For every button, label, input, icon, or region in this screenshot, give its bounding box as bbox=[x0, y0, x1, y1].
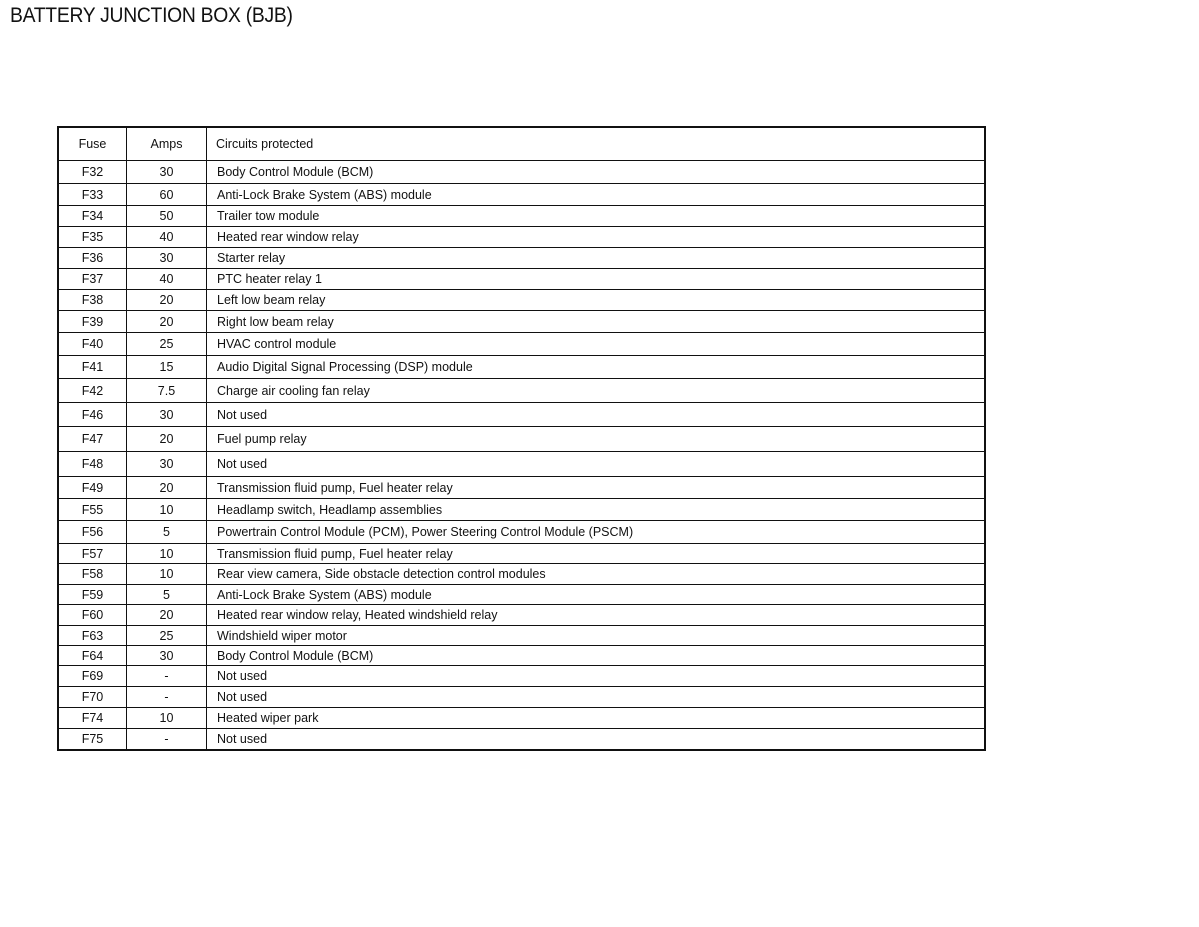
amps-cell: 25 bbox=[127, 333, 207, 356]
header-amps: Amps bbox=[127, 127, 207, 161]
amps-cell: 20 bbox=[127, 477, 207, 499]
circuits-cell: Left low beam relay bbox=[207, 290, 986, 311]
table-row bbox=[58, 403, 985, 427]
amps-cell: 30 bbox=[127, 248, 207, 269]
fuse-cell: F35 bbox=[58, 227, 127, 248]
fuse-cell: F64 bbox=[58, 646, 127, 666]
amps-cell: 5 bbox=[127, 521, 207, 544]
circuits-cell: Heated rear window relay, Heated windshield relay bbox=[207, 605, 986, 626]
circuits-cell: Body Control Module (BCM) bbox=[207, 646, 986, 666]
circuits-cell: Transmission fluid pump, Fuel heater relay bbox=[207, 477, 986, 499]
table-row bbox=[58, 333, 985, 356]
circuits-cell: Not used bbox=[207, 403, 986, 427]
table-row bbox=[58, 646, 985, 666]
fuse-cell: F36 bbox=[58, 248, 127, 269]
amps-cell: 10 bbox=[127, 544, 207, 564]
circuits-cell: Anti-Lock Brake System (ABS) module bbox=[207, 585, 986, 605]
amps-cell: 40 bbox=[127, 269, 207, 290]
table-row bbox=[58, 269, 985, 290]
fuse-cell: F37 bbox=[58, 269, 127, 290]
amps-cell: 30 bbox=[127, 403, 207, 427]
amps-cell: - bbox=[127, 729, 207, 750]
amps-cell: 20 bbox=[127, 427, 207, 452]
circuits-cell: Fuel pump relay bbox=[207, 427, 986, 452]
circuits-cell: Audio Digital Signal Processing (DSP) module bbox=[207, 356, 986, 379]
amps-cell: 40 bbox=[127, 227, 207, 248]
fuse-cell: F58 bbox=[58, 564, 127, 585]
table-row bbox=[58, 499, 985, 521]
circuits-cell: Heated rear window relay bbox=[207, 227, 986, 248]
fuse-cell: F46 bbox=[58, 403, 127, 427]
amps-cell: 60 bbox=[127, 184, 207, 206]
table-row bbox=[58, 311, 985, 333]
header-fuse: Fuse bbox=[58, 127, 127, 161]
circuits-cell: PTC heater relay 1 bbox=[207, 269, 986, 290]
amps-cell: 50 bbox=[127, 206, 207, 227]
fuse-cell: F42 bbox=[58, 379, 127, 403]
table-row bbox=[58, 184, 985, 206]
circuits-cell: Headlamp switch, Headlamp assemblies bbox=[207, 499, 986, 521]
fuse-cell: F60 bbox=[58, 605, 127, 626]
table-row bbox=[58, 477, 985, 499]
circuits-cell: Not used bbox=[207, 666, 986, 687]
fuse-cell: F39 bbox=[58, 311, 127, 333]
table-row bbox=[58, 356, 985, 379]
table-row bbox=[58, 248, 985, 269]
table-row bbox=[58, 564, 985, 585]
fuse-cell: F56 bbox=[58, 521, 127, 544]
circuits-cell: HVAC control module bbox=[207, 333, 986, 356]
fuse-cell: F34 bbox=[58, 206, 127, 227]
fuse-cell: F41 bbox=[58, 356, 127, 379]
fuse-cell: F55 bbox=[58, 499, 127, 521]
fuse-cell: F75 bbox=[58, 729, 127, 750]
table-row bbox=[58, 708, 985, 729]
amps-cell: 20 bbox=[127, 605, 207, 626]
fuse-cell: F59 bbox=[58, 585, 127, 605]
circuits-cell: Right low beam relay bbox=[207, 311, 986, 333]
fuse-cell: F48 bbox=[58, 452, 127, 477]
table-row bbox=[58, 452, 985, 477]
amps-cell: 15 bbox=[127, 356, 207, 379]
fuse-table bbox=[57, 126, 986, 751]
amps-cell: 30 bbox=[127, 646, 207, 666]
circuits-cell: Powertrain Control Module (PCM), Power Steering Control Module (PSCM) bbox=[207, 521, 986, 544]
amps-cell: 25 bbox=[127, 626, 207, 646]
fuse-cell: F47 bbox=[58, 427, 127, 452]
table-row bbox=[58, 206, 985, 227]
fuse-cell: F33 bbox=[58, 184, 127, 206]
table-row bbox=[58, 227, 985, 248]
amps-cell: 5 bbox=[127, 585, 207, 605]
table-header-row bbox=[58, 127, 985, 161]
amps-cell: - bbox=[127, 666, 207, 687]
circuits-cell: Heated wiper park bbox=[207, 708, 986, 729]
circuits-cell: Anti-Lock Brake System (ABS) module bbox=[207, 184, 986, 206]
table-row bbox=[58, 427, 985, 452]
fuse-cell: F63 bbox=[58, 626, 127, 646]
circuits-cell: Rear view camera, Side obstacle detection control modules bbox=[207, 564, 986, 585]
fuse-cell: F69 bbox=[58, 666, 127, 687]
fuse-cell: F40 bbox=[58, 333, 127, 356]
table-row bbox=[58, 161, 985, 184]
table-row bbox=[58, 666, 985, 687]
table-row bbox=[58, 585, 985, 605]
circuits-cell: Not used bbox=[207, 687, 986, 708]
circuits-cell: Charge air cooling fan relay bbox=[207, 379, 986, 403]
table-row bbox=[58, 379, 985, 403]
fuse-cell: F74 bbox=[58, 708, 127, 729]
amps-cell: 7.5 bbox=[127, 379, 207, 403]
fuse-cell: F49 bbox=[58, 477, 127, 499]
amps-cell: 10 bbox=[127, 708, 207, 729]
amps-cell: 20 bbox=[127, 290, 207, 311]
circuits-cell: Transmission fluid pump, Fuel heater relay bbox=[207, 544, 986, 564]
circuits-cell: Windshield wiper motor bbox=[207, 626, 986, 646]
amps-cell: - bbox=[127, 687, 207, 708]
table-row bbox=[58, 521, 985, 544]
table-row bbox=[58, 605, 985, 626]
amps-cell: 10 bbox=[127, 499, 207, 521]
circuits-cell: Not used bbox=[207, 452, 986, 477]
fuse-cell: F38 bbox=[58, 290, 127, 311]
fuse-cell: F70 bbox=[58, 687, 127, 708]
header-circuits: Circuits protected bbox=[207, 127, 986, 161]
table-row bbox=[58, 544, 985, 564]
amps-cell: 30 bbox=[127, 161, 207, 184]
table-body bbox=[58, 161, 985, 750]
table-row bbox=[58, 290, 985, 311]
amps-cell: 20 bbox=[127, 311, 207, 333]
circuits-cell: Trailer tow module bbox=[207, 206, 986, 227]
circuits-cell: Starter relay bbox=[207, 248, 986, 269]
amps-cell: 30 bbox=[127, 452, 207, 477]
table-row bbox=[58, 626, 985, 646]
circuits-cell: Body Control Module (BCM) bbox=[207, 161, 986, 184]
fuse-cell: F32 bbox=[58, 161, 127, 184]
page-title: BATTERY JUNCTION BOX (BJB) bbox=[10, 4, 293, 27]
table-row bbox=[58, 729, 985, 750]
fuse-cell: F57 bbox=[58, 544, 127, 564]
table-row bbox=[58, 687, 985, 708]
circuits-cell: Not used bbox=[207, 729, 986, 750]
amps-cell: 10 bbox=[127, 564, 207, 585]
